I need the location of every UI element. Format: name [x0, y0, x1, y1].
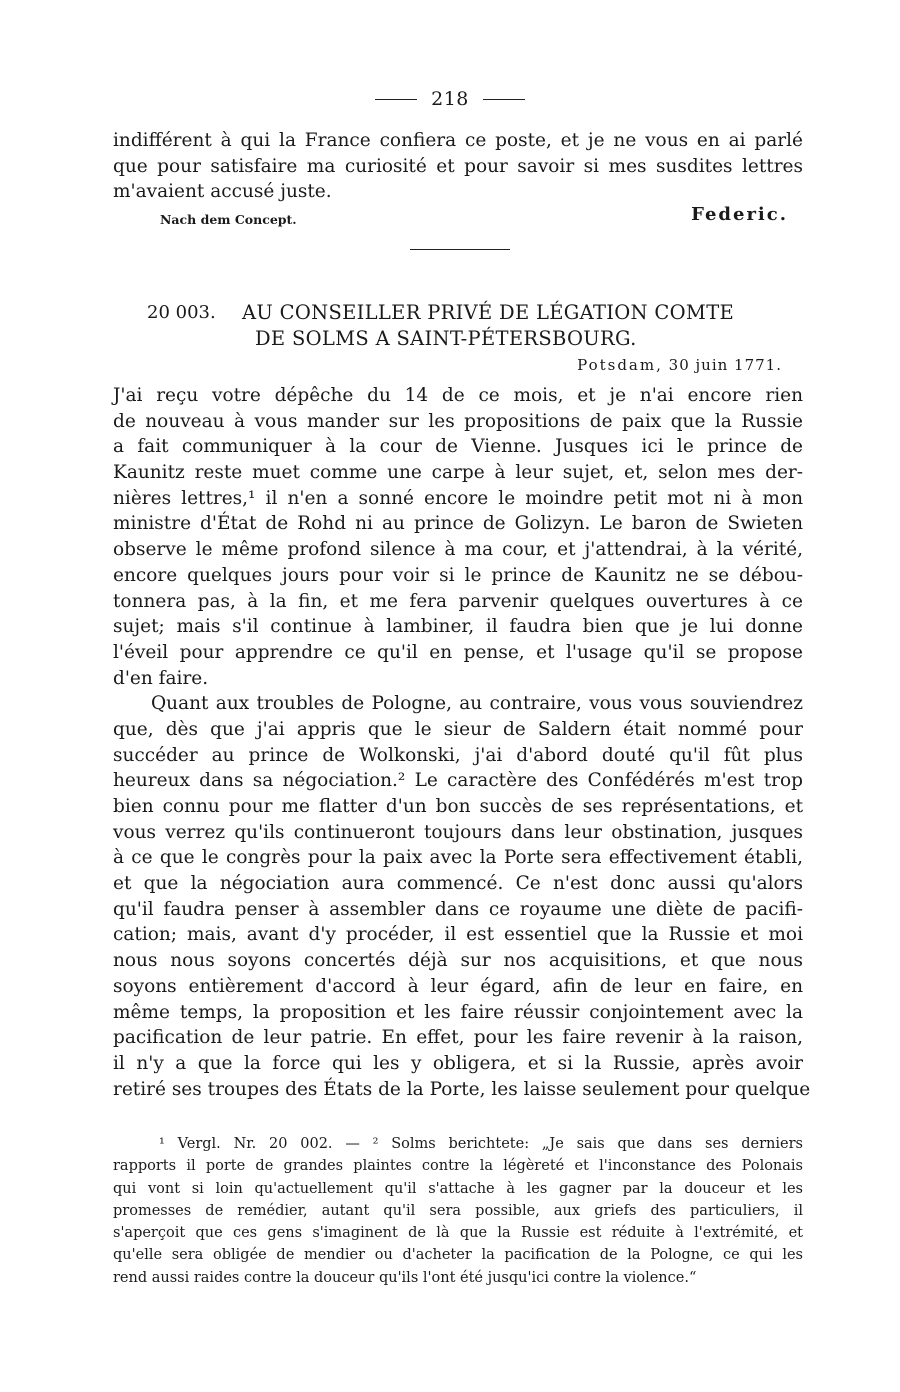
footnote-line: ¹ Vergl. Nr. 20 002. — ² Solms berichtete: „Je sais que dans ses derniers [159, 1136, 803, 1152]
page-header [0, 86, 900, 112]
text-line: a fait communiquer à la cour de Vienne. Jusques ici le prince de [113, 436, 803, 458]
text-line: Kaunitz reste muet comme une carpe à leur sujet, et, selon mes der- [113, 462, 803, 484]
source-and-signature [160, 204, 788, 228]
text-line: sujet; mais s'il continue à lambiner, il faudra bien que je lui donne [113, 616, 803, 638]
text-line: nières lettres,¹ il n'en a sonné encore le moindre petit mot ni à mon [113, 487, 803, 509]
text-line: ministre d'État de Rohd ni au prince de Golizyn. Le baron de Swieten [113, 513, 803, 535]
text-line: J'ai reçu votre dépêche du 14 de ce mois, et je n'ai encore rien [113, 385, 803, 406]
text-line: succéder au prince de Wolkonski, j'ai d'abord douté qu'il fût plus [113, 744, 803, 766]
text-line: d'en faire. [113, 667, 209, 689]
footnote-line: promesses de remédier, autant qu'il sera possible, aux griefs des particuliers, il [113, 1202, 803, 1219]
text-line: bien connu pour me flatter d'un bon succès de ses représentations, et [113, 796, 803, 817]
text-line: pacification de leur patrie. En effet, pour les faire revenir à la raison, [113, 1027, 803, 1049]
letter-body [113, 383, 811, 1102]
text-line: retiré ses troupes des États de la Porte, les laisse seulement pour quelque [113, 1078, 811, 1100]
text-line: indifférent à qui la France confiera ce poste, et je ne vous en ai parlé [113, 130, 803, 151]
text-line: et que la négociation aura commencé. Ce n'est donc aussi qu'alors [113, 873, 803, 895]
footnote-line: s'aperçoit que ces gens s'imaginent de là que la Russie est réduite à l'extrémité, et [113, 1225, 803, 1242]
footnotes [113, 1133, 803, 1289]
text-line: il n'y a que la force qui les y obligera, et si la Russie, après avoir [113, 1052, 803, 1074]
heading-line: AU CONSEILLER PRIVÉ DE LÉGATION COMTE [242, 301, 735, 324]
signature: Federic. [691, 204, 788, 225]
text-line: observe le même profond silence à ma cour, et j'attendrai, à la vérité, [113, 539, 803, 561]
text-line: Quant aux troubles de Pologne, au contraire, vous vous souviendrez [151, 693, 803, 715]
page-number: 218 [431, 88, 469, 110]
text-line: vous verrez qu'ils continueront toujours dans leur obstination, jusques [113, 821, 803, 843]
footnote-line: rend aussi raides contre la douceur qu'ils l'ont été jusqu'ici contre la violence.“ [113, 1269, 697, 1286]
dateline [577, 356, 782, 374]
dateline-date: 30 juin 1771. [668, 356, 782, 374]
text-line: tonnera pas, à la fin, et me fera parvenir quelques ouvertures à ce [113, 590, 803, 612]
text-line: cation; mais, avant d'y procéder, il est essentiel que la Russie et moi [113, 924, 803, 946]
text-line: de nouveau à vous mander sur les propositions de paix que la Russie [113, 410, 803, 432]
document-number: 20 003. [147, 302, 216, 323]
header-rule-left [375, 99, 417, 100]
section-separator [410, 249, 510, 250]
text-line: heureux dans sa négociation.² Le caractère des Confédérés m'est trop [113, 770, 803, 792]
text-line: m'avaient accusé juste. [113, 181, 332, 203]
text-line: que pour satisfaire ma curiosité et pour savoir si mes susdites lettres [113, 155, 803, 177]
footnote-line: qu'elle sera obligée de mendier ou d'acheter la pacification de la Pologne, ce qui les [113, 1247, 803, 1264]
text-line: encore quelques jours pour voir si le prince de Kaunitz ne se débou- [113, 564, 803, 586]
text-line: à ce que le congrès pour la paix avec la Porte sera effectivement établi, [113, 847, 803, 869]
text-line: que, dès que j'ai appris que le sieur de Saldern était nommé pour [113, 718, 803, 740]
footnote-line: qui vont si loin qu'actuellement qu'il s'attache à les gagner par la douceur et les [113, 1180, 803, 1197]
opening-paragraph [113, 128, 803, 205]
heading-line: DE SOLMS A SAINT-PÉTERSBOURG. [255, 327, 637, 350]
text-line: soyons entièrement d'accord à leur égard, afin de leur en faire, en [113, 975, 803, 997]
document-heading [147, 300, 807, 352]
text-line: nous nous soyons concertés déjà sur nos acquisitions, et que nous [113, 950, 803, 972]
text-line: même temps, la proposition et les faire réussir conjointement avec la [113, 1001, 803, 1023]
dateline-place: Potsdam, [577, 356, 663, 374]
text-line: l'éveil pour apprendre ce qu'il en pense, et l'usage qu'il se propose [113, 641, 803, 663]
source-note: Nach dem Concept. [160, 212, 297, 227]
footnote-line: rapports il porte de grandes plaintes contre la légèreté et l'inconstance des Polonais [113, 1158, 803, 1175]
text-line: qu'il faudra penser à assembler dans ce royaume une diète de pacifi- [113, 898, 803, 920]
header-rule-right [483, 99, 525, 100]
